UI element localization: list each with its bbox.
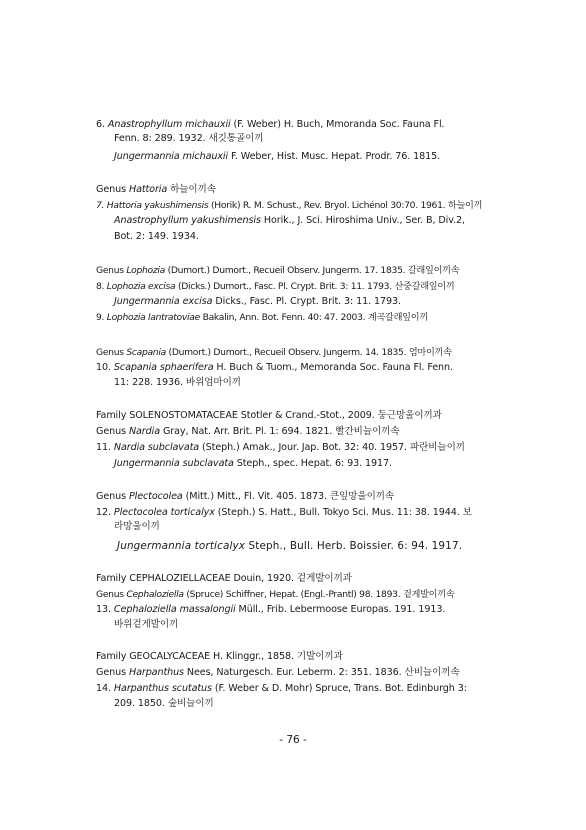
taxon-name: Jungermannia torticalyx — [117, 540, 246, 552]
text-segment: (Mitt.) Mitt., Fl. Vit. 405. 1873. 큰잎망울이끼속 — [182, 491, 395, 502]
text-line — [96, 588, 454, 602]
text-segment: Horik., J. Sci. Hiroshima Univ., Ser. B, Div.2, — [260, 215, 465, 226]
text-segment: (Steph.) Amak., Jour. Jap. Bot. 32: 40. 1957. 파란비늘이끼 — [199, 442, 465, 453]
text-segment: Genus — [96, 265, 127, 276]
text-segment: Fenn. 8: 289. 1932. 새깃통골이끼 — [114, 133, 264, 144]
text-segment: 13. — [96, 604, 114, 615]
taxon-name: Harpanthus — [128, 667, 184, 678]
text-line — [96, 666, 460, 680]
text-line — [96, 409, 442, 423]
text-line — [96, 280, 455, 294]
text-segment: Dicks., Fasc. Pl. Crypt. Brit. 3: 11. 1793. — [212, 296, 402, 307]
text-line — [114, 457, 392, 471]
taxon-name: Lophozia lantratoviae — [106, 312, 200, 323]
text-line — [114, 150, 440, 164]
taxon-name: Hattoria — [128, 184, 168, 195]
text-line — [96, 425, 400, 439]
text-segment: 10. — [96, 362, 114, 373]
text-segment: (Horik) R. M. Schust., Rev. Bryol. Lichénol 30:70. 1961. 하늘이끼 — [208, 200, 483, 211]
taxon-name: 7. Hattoria yakushimensis — [96, 200, 209, 211]
text-line — [96, 682, 467, 696]
taxon-name: Plectocolea — [128, 491, 183, 502]
text-line — [96, 650, 343, 664]
text-segment: Family CEPHALOZIELLACEAE Douin, 1920. 겉게발이끼과 — [96, 573, 352, 584]
text-segment: 하늘이끼속 — [167, 184, 216, 195]
text-line — [114, 132, 263, 146]
taxon-name: Jungermannia subclavata — [114, 458, 234, 469]
text-segment: Genus — [96, 667, 129, 678]
text-segment: 라망울이끼 — [114, 521, 160, 532]
taxon-name: Jungermannia michauxii — [114, 151, 229, 162]
text-segment: (Steph.) S. Hatt., Bull. Tokyo Sci. Mus. 11: 38. 1944. 보 — [214, 507, 472, 518]
text-segment: Steph., spec. Hepat. 6: 93. 1917. — [233, 458, 392, 469]
text-segment: Müll., Frib. Lebermoose Europas. 191. 1913. — [235, 604, 446, 615]
text-line — [96, 199, 482, 213]
text-segment: Gray, Nat. Arr. Brit. Pl. 1: 694. 1821. 빨간비늘이끼속 — [160, 426, 400, 437]
text-segment: (Spruce) Schiffner, Hepat. (Engl.-Prantl) 98. 1893. 겉게발이끼속 — [183, 589, 455, 600]
text-segment: 11. — [96, 442, 114, 453]
text-segment: 12. — [96, 507, 114, 518]
text-segment: Family GEOCALYCACEAE H. Klinggr., 1858. 기발이끼과 — [96, 651, 343, 662]
text-line — [114, 697, 214, 711]
text-line — [96, 603, 445, 617]
text-segment: F. Weber, Hist. Musc. Hepat. Prodr. 76. 1815. — [228, 151, 441, 162]
taxon-name: Anastrophyllum yakushimensis — [114, 215, 261, 226]
text-line — [96, 311, 428, 325]
text-segment: Steph., Bull. Herb. Boissier. 6: 94. 1917. — [245, 540, 463, 552]
text-segment: 14. — [96, 683, 114, 694]
text-segment: Genus — [96, 184, 129, 195]
text-line — [96, 572, 352, 586]
text-line — [114, 230, 199, 244]
taxon-name: Cephaloziella massalongii — [113, 604, 236, 615]
page-number: - 76 - — [279, 734, 307, 746]
text-segment: Family SOLENOSTOMATACEAE Stotler & Crand.-Stot., 2009. 둥근망울이끼과 — [96, 410, 442, 421]
text-segment: (Dicks.) Dumort., Fasc. Pl. Crypt. Brit. 3: 11. 1793. 산중갈래잎이끼 — [175, 281, 455, 292]
taxon-name: Anastrophyllum michauxii — [107, 119, 231, 130]
text-line — [114, 618, 178, 632]
text-segment: 8. — [96, 281, 107, 292]
taxon-name: Harpanthus scutatus — [113, 683, 212, 694]
text-line — [96, 490, 394, 504]
text-segment: 11: 228. 1936. 바위엄마이끼 — [114, 377, 241, 388]
text-line — [96, 264, 459, 278]
taxon-name: Scapania sphaerifera — [113, 362, 214, 373]
taxon-name: Lophozia — [126, 265, 165, 276]
text-line — [96, 118, 444, 132]
text-segment: Genus — [96, 589, 127, 600]
text-line — [114, 295, 401, 309]
text-line — [96, 361, 453, 375]
text-segment: 6. — [96, 119, 108, 130]
text-line — [114, 376, 241, 390]
taxon-name: Nardia — [128, 426, 160, 437]
text-line — [114, 520, 160, 534]
text-line — [117, 539, 462, 553]
taxon-name: Jungermannia excisa — [114, 296, 213, 307]
text-line — [114, 214, 465, 228]
text-segment: (Dumort.) Dumort., Recueil Observ. Jungerm. 17. 1835. 갈래잎이끼속 — [164, 265, 460, 276]
taxon-name: Cephaloziella — [126, 589, 184, 600]
text-segment: 9. — [96, 312, 107, 323]
text-segment: Bot. 2: 149. 1934. — [114, 231, 199, 242]
text-segment: Nees, Naturgesch. Eur. Leberm. 2: 351. 1836. 산비늘이끼속 — [183, 667, 460, 678]
taxon-name: Lophozia excisa — [106, 281, 176, 292]
taxon-name: Scapania — [126, 347, 166, 358]
text-line — [96, 346, 452, 360]
taxon-name: Nardia subclavata — [113, 442, 200, 453]
text-segment: (F. Weber & D. Mohr) Spruce, Trans. Bot. Edinburgh 3: — [211, 683, 467, 694]
text-segment: 209. 1850. 숲비늘이끼 — [114, 698, 214, 709]
text-segment: (Dumort.) Dumort., Recueil Observ. Jungerm. 14. 1835. 엄마이끼속 — [165, 347, 452, 358]
text-segment: Genus — [96, 491, 129, 502]
text-line — [96, 506, 472, 520]
text-segment: 바위겉게발이끼 — [114, 619, 179, 630]
text-line — [96, 183, 216, 197]
text-segment: Bakalin, Ann. Bot. Fenn. 40: 47. 2003. 계곡갈래잎이끼 — [199, 312, 428, 323]
text-segment: Genus — [96, 347, 127, 358]
taxon-name: Plectocolea torticalyx — [113, 507, 215, 518]
text-segment: H. Buch & Tuom., Memoranda Soc. Fauna Fl. Fenn. — [213, 362, 453, 373]
text-line — [96, 441, 465, 455]
text-segment: (F. Weber) H. Buch, Mmoranda Soc. Fauna Fl. — [230, 119, 445, 130]
text-segment: Genus — [96, 426, 129, 437]
